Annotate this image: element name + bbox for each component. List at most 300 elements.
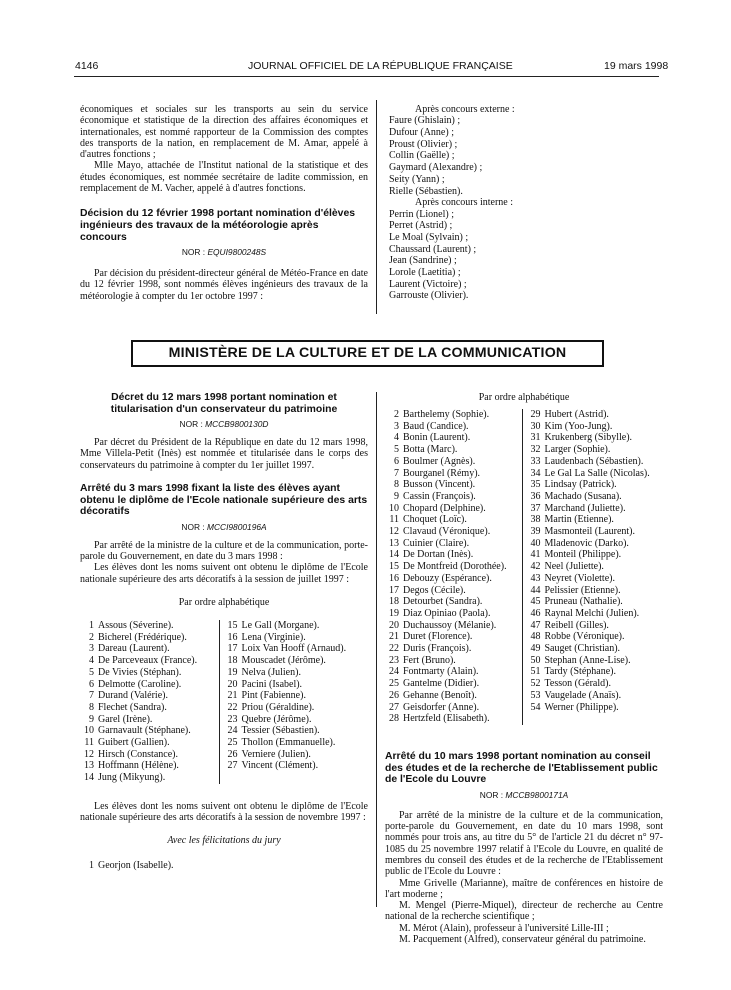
item-name: Quebre (Jérôme).	[241, 713, 312, 725]
item-name: Flechet (Sandra).	[98, 701, 167, 713]
item-name: Garel (Irène).	[98, 713, 153, 725]
item-name: Kim (Yoo-Jung).	[544, 420, 613, 432]
item-name: Guibert (Gallien).	[98, 737, 170, 749]
item-number: 27	[389, 701, 399, 713]
item-name: Clavaud (Véronique).	[403, 526, 491, 538]
item-number: 21	[389, 631, 399, 643]
item-number: 3	[394, 420, 399, 432]
item-number: 9	[89, 713, 94, 725]
item-number: 14	[389, 549, 399, 561]
item-number: 21	[227, 690, 238, 702]
list-item	[224, 749, 368, 761]
item-number: 36	[530, 490, 541, 502]
item-number: 6	[394, 455, 399, 467]
list-item: Perret (Astrid) ;	[389, 220, 453, 232]
internal-list	[389, 209, 659, 303]
nor-reference: NOR : MCCB9800130D	[179, 419, 269, 430]
list-item	[224, 655, 368, 667]
column-divider	[376, 100, 377, 314]
item-number: 28	[389, 713, 399, 725]
item-number: 25	[389, 678, 399, 690]
item-name: Vaugelade (Anaïs).	[544, 689, 622, 701]
list-item	[80, 725, 219, 737]
item-number: 45	[530, 596, 541, 608]
list-item	[526, 479, 663, 491]
list-item	[385, 631, 522, 643]
item-number: 22	[389, 643, 399, 655]
list-column	[80, 620, 219, 784]
item-name: Neyret (Violette).	[544, 572, 615, 584]
item-name: Delmotte (Caroline).	[98, 678, 182, 690]
paragraph: Mlle Mayo, attachée de l'Institut national de la statistique et des études économiques, est nommée secrétaire de ladite commission, en remplacement de M. Vacher, appelé à d'autres fonctions.	[80, 160, 368, 195]
item-number: 52	[530, 678, 541, 690]
item-number: 26	[389, 689, 399, 701]
item-name: Cassin (François).	[403, 490, 476, 502]
item-number: 22	[227, 701, 238, 713]
list-item	[80, 690, 219, 702]
item-name: Duchaussoy (Mélanie).	[403, 619, 497, 631]
list-item	[526, 421, 663, 433]
item-number: 35	[530, 479, 541, 491]
list-item	[80, 749, 219, 761]
list-item	[385, 655, 522, 667]
list-item	[526, 573, 663, 585]
item-number: 44	[530, 584, 541, 596]
list-item: Le Moal (Sylvain) ;	[389, 231, 469, 243]
list-item	[385, 409, 522, 421]
felicitations-list	[80, 860, 368, 872]
item-number: 54	[530, 701, 541, 713]
list-item: Rielle (Sébastien).	[389, 185, 463, 197]
decision-title: Décision du 12 février 1998 portant nomination d'élèves ingénieurs des travaux de la météorologie après concours	[80, 208, 356, 243]
list-item	[80, 620, 219, 632]
item-name: Robbe (Véronique).	[544, 631, 625, 643]
item-name: Martin (Etienne).	[544, 514, 614, 526]
item-number: 41	[530, 549, 541, 561]
item-number: 39	[530, 526, 541, 538]
order-heading: Par ordre alphabétique	[478, 392, 570, 403]
item-number: 50	[530, 654, 541, 666]
external-heading: Après concours externe :	[415, 104, 515, 115]
item-number: 47	[530, 619, 541, 631]
item-name: Lena (Virginie).	[241, 631, 306, 643]
item-number: 24	[227, 725, 238, 737]
item-name: Pint (Fabienne).	[241, 690, 306, 702]
paragraph: M. Mengel (Pierre-Miquel), directeur de recherche au Centre national de la recherche scientifique ;	[385, 900, 663, 923]
list-item	[385, 620, 522, 632]
item-number: 1	[89, 620, 94, 632]
item-name: Tardy (Stéphane).	[544, 666, 616, 678]
item-name: Nelva (Julien).	[241, 666, 301, 678]
item-number: 14	[84, 772, 94, 784]
item-name: Busson (Vincent).	[403, 479, 476, 491]
list-item	[385, 561, 522, 573]
item-name: Krukenberg (Sibylle).	[544, 432, 633, 444]
top-right-column	[389, 104, 659, 302]
list-item: Faure (Ghislain) ;	[389, 115, 461, 127]
item-number: 2	[394, 409, 399, 420]
lower-left-column	[80, 392, 368, 872]
list-item	[224, 620, 368, 632]
list-divider	[219, 620, 220, 784]
item-number: 2	[89, 631, 94, 643]
item-name: Baud (Candice).	[403, 420, 469, 432]
item-number: 53	[530, 689, 541, 701]
list-item: Lorole (Laetitia) ;	[389, 267, 461, 279]
list-item	[526, 561, 663, 573]
list-item	[80, 679, 219, 691]
nor-reference: NOR : MCCI9800196A	[181, 521, 267, 532]
list-item	[385, 678, 522, 690]
item-number: 5	[89, 666, 94, 678]
list-item	[224, 702, 368, 714]
list-item	[526, 468, 663, 480]
header-rule	[74, 76, 659, 77]
decret-title: Décret du 12 mars 1998 portant nomination et titularisation d'un conservateur du patrimoine	[110, 392, 338, 415]
list-item	[385, 479, 522, 491]
item-name: Priou (Géraldine).	[241, 701, 315, 713]
item-number: 40	[530, 537, 541, 549]
item-name: Fontmarty (Alain).	[403, 666, 479, 678]
list-item	[385, 549, 522, 561]
list-item	[385, 666, 522, 678]
item-name: Hubert (Astrid).	[544, 409, 609, 420]
list-item	[526, 678, 663, 690]
list-item	[526, 666, 663, 678]
item-number: 8	[394, 479, 399, 491]
list-item: Proust (Olivier) ;	[389, 138, 458, 150]
list-item	[385, 491, 522, 503]
arrete-title: Arrêté du 10 mars 1998 portant nomination au conseil des études et de la recherche de l'Etablissement public de l'Ecole du Louvre	[385, 750, 658, 786]
list-item: Garrouste (Olivier).	[389, 290, 469, 302]
item-name: Chopard (Delphine).	[403, 502, 486, 514]
item-name: Garnavault (Stéphane).	[98, 725, 191, 737]
item-name: Duret (Florence).	[403, 631, 473, 643]
item-number: 34	[530, 467, 541, 479]
item-name: Sauget (Christian).	[544, 643, 621, 655]
nor-reference: NOR : EQUI9800248S	[181, 247, 267, 258]
list-item	[526, 491, 663, 503]
diploma-list-july	[80, 620, 368, 784]
item-name: Le Gal La Salle (Nicolas).	[544, 467, 650, 479]
item-number: 15	[389, 561, 399, 573]
item-name: Lindsay (Patrick).	[544, 479, 617, 491]
item-name: Hoffmann (Hélène).	[98, 760, 179, 772]
decret-body: Par décret du Président de la République en date du 12 mars 1998, Mme Villela-Petit (Inès) est nommée et titularisée dans le corps des conservateurs du patrimoine à compter du 1er juillet 1997.	[80, 437, 368, 471]
item-name: Vincent (Clément).	[241, 760, 319, 772]
item-name: Stephan (Anne-Lise).	[544, 654, 631, 666]
item-number: 43	[530, 572, 541, 584]
list-item: Collin (Gaëlle) ;	[389, 150, 455, 162]
paragraph: Par arrêté de la ministre de la culture et de la communication, porte-parole du Gouvernement, en date du 3 mars 1998 :	[80, 539, 368, 563]
item-name: Raynal Melchi (Julien).	[544, 607, 640, 619]
list-item	[385, 514, 522, 526]
item-name: Fert (Bruno).	[403, 654, 456, 666]
item-name: Diaz Opiniao (Paola).	[403, 607, 491, 619]
lower-right-column	[385, 392, 663, 945]
item-name: Pruneau (Nathalie).	[544, 596, 623, 608]
item-name: Assous (Séverine).	[98, 620, 174, 632]
item-number: 6	[89, 678, 94, 690]
list-item	[80, 760, 219, 772]
item-name: Jung (Mikyung).	[98, 772, 166, 784]
item-number: 38	[530, 514, 541, 526]
paragraph: Mme Grivelle (Marianne), maître de conférences en histoire de l'art moderne ;	[385, 877, 663, 900]
item-name: Werner (Philippe).	[544, 701, 619, 713]
item-number: 7	[394, 467, 399, 479]
item-number: 25	[227, 737, 238, 749]
paragraph: Les élèves dont les noms suivent ont obtenu le diplôme de l'Ecole nationale supérieure des arts décoratifs à la session de juillet 1997 :	[80, 562, 368, 585]
item-number: 26	[227, 748, 238, 760]
item-name: Larger (Sophie).	[544, 444, 611, 456]
list-item	[526, 514, 663, 526]
list-item	[526, 702, 663, 714]
item-number: 15	[227, 620, 238, 632]
item-name: De Montfreid (Dorothée).	[403, 561, 507, 573]
list-item	[385, 444, 522, 456]
list-item	[224, 760, 368, 772]
item-name: Neel (Juliette).	[544, 561, 604, 573]
list-item	[80, 772, 219, 784]
list-item	[526, 503, 663, 515]
item-name: Bonin (Laurent).	[403, 432, 471, 444]
list-item	[385, 713, 522, 725]
item-name: Geisdorfer (Anne).	[403, 701, 480, 713]
top-left-column	[80, 104, 368, 302]
item-number: 18	[389, 596, 399, 608]
item-name: Le Gall (Morgane).	[241, 620, 320, 632]
list-item	[224, 667, 368, 679]
item-number: 9	[394, 490, 399, 502]
list-item	[526, 456, 663, 468]
item-name: De Parceveaux (France).	[98, 655, 198, 667]
item-name: Gantelme (Didier).	[403, 678, 480, 690]
list-item	[385, 643, 522, 655]
arrete-title: Arrêté du 3 mars 1998 fixant la liste des élèves ayant obtenu le diplôme de l'Ecole nationale supérieure des arts décoratifs	[80, 483, 368, 518]
item-number: 31	[530, 432, 541, 444]
item-number: 20	[227, 678, 238, 690]
item-number: 27	[227, 760, 238, 772]
order-heading: Par ordre alphabétique	[178, 597, 270, 609]
list-divider	[522, 409, 523, 725]
list-item	[385, 585, 522, 597]
item-name: Barthelemy (Sophie).	[403, 409, 490, 420]
list-item	[385, 538, 522, 550]
list-item	[224, 690, 368, 702]
item-number: 11	[389, 514, 399, 526]
item-number: 10	[389, 502, 399, 514]
list-item	[80, 632, 219, 644]
list-item	[80, 667, 219, 679]
item-name: Bicherel (Frédérique).	[98, 631, 187, 643]
item-number: 4	[89, 655, 94, 667]
item-number: 49	[530, 643, 541, 655]
item-number: 13	[84, 760, 94, 772]
item-number: 30	[530, 420, 541, 432]
nor-reference: NOR : MCCB9800171A	[479, 789, 569, 800]
item-name: Reibell (Gilles).	[544, 619, 609, 631]
item-number: 33	[530, 455, 541, 467]
list-item	[526, 620, 663, 632]
item-name: Hertzfeld (Elisabeth).	[403, 713, 490, 725]
list-item	[526, 655, 663, 667]
item-number: 3	[89, 643, 94, 655]
item-name: Laudenbach (Sébastien).	[544, 455, 644, 467]
item-name: Degos (Cécile).	[403, 584, 466, 596]
list-item	[526, 432, 663, 444]
list-item: Jean (Sandrine) ;	[389, 255, 457, 267]
item-name: De Vivies (Stéphan).	[98, 666, 182, 678]
decision-body: Par décision du président-directeur général de Météo-France en date du 12 février 1998, sont nommés élèves ingénieurs des travaux de la météorologie à compter du 1er octobre 1997 :	[80, 268, 368, 302]
list-item	[224, 679, 368, 691]
item-name: Tessier (Sébastien).	[241, 725, 320, 737]
item-name: Bourganel (Rémy).	[403, 467, 481, 479]
list-item	[80, 655, 219, 667]
item-number: 16	[227, 631, 238, 643]
item-number: 4	[394, 432, 399, 444]
item-name: Boulmer (Agnès).	[403, 455, 476, 467]
item-number: 42	[530, 561, 541, 573]
item-number: 23	[389, 654, 399, 666]
item-number: 37	[530, 502, 541, 514]
item-name: Hirsch (Constance).	[98, 748, 178, 760]
item-name: Durand (Valérie).	[98, 690, 168, 702]
journal-title: JOURNAL OFFICIEL DE LA RÉPUBLIQUE FRANÇAISE	[248, 60, 513, 72]
list-item	[385, 690, 522, 702]
list-item	[224, 725, 368, 737]
paragraph: M. Pacquement (Alfred), conservateur général du patrimoine.	[399, 934, 646, 946]
item-name: Thollon (Emmanuelle).	[241, 737, 336, 749]
item-number: 18	[227, 655, 238, 667]
item-name: Detourbet (Sandra).	[403, 596, 483, 608]
page-number: 4146	[75, 60, 99, 72]
list-item	[385, 432, 522, 444]
list-item	[385, 573, 522, 585]
item-number: 29	[530, 409, 541, 420]
felicitations-heading: Avec les félicitations du jury	[167, 835, 281, 847]
list-item	[80, 643, 219, 655]
list-item	[385, 468, 522, 480]
item-name: Marchand (Juliette).	[544, 502, 626, 514]
item-name: Duris (François).	[403, 643, 472, 655]
list-item	[385, 421, 522, 433]
list-item	[224, 632, 368, 644]
item-number: 20	[389, 619, 399, 631]
paragraph: Les élèves dont les noms suivent ont obtenu le diplôme de l'Ecole nationale supérieure des arts décoratifs à la session de novembre 1997 :	[80, 800, 368, 824]
item-name: Debouzy (Espérance).	[403, 572, 492, 584]
issue-date: 19 mars 1998	[604, 60, 669, 72]
item-name: De Dortan (Inès).	[403, 549, 474, 561]
list-item: Dufour (Anne) ;	[389, 127, 454, 138]
item-name: Verniere (Julien).	[241, 748, 311, 760]
list-item	[224, 643, 368, 655]
list-item	[224, 714, 368, 726]
list-item	[385, 526, 522, 538]
ministry-banner: MINISTÈRE DE LA CULTURE ET DE LA COMMUNICATION	[131, 340, 604, 367]
paragraph: M. Mérot (Alain), professeur à l'université Lille-III ;	[399, 922, 609, 934]
list-item	[80, 714, 219, 726]
list-item: Gaymard (Alexandre) ;	[389, 162, 483, 174]
item-number: 13	[389, 537, 399, 549]
list-column	[385, 409, 522, 725]
list-item: 1 Georjon (Isabelle).	[89, 860, 174, 872]
list-item	[526, 643, 663, 655]
item-number: 51	[530, 666, 541, 678]
list-item	[385, 456, 522, 468]
list-item	[526, 596, 663, 608]
column-divider	[376, 392, 377, 907]
list-item	[526, 631, 663, 643]
diploma-list-november	[385, 409, 663, 725]
list-item	[526, 409, 663, 421]
list-item	[526, 690, 663, 702]
item-name: Mladenovic (Darko).	[544, 537, 629, 549]
item-name: Pelissier (Etienne).	[544, 584, 621, 596]
item-name: Cuinier (Claire).	[403, 537, 470, 549]
item-number: 24	[389, 666, 399, 678]
list-item: Chaussard (Laurent) ;	[389, 243, 477, 255]
list-item: Laurent (Victoire) ;	[389, 278, 467, 290]
external-list	[389, 115, 659, 197]
item-name: Choquet (Loïc).	[403, 514, 467, 526]
list-item: Perrin (Lionel) ;	[389, 208, 454, 220]
list-item	[385, 702, 522, 714]
item-number: 16	[389, 572, 399, 584]
item-name: Masmonteil (Laurent).	[544, 526, 636, 538]
item-number: 19	[389, 607, 399, 619]
item-number: 46	[530, 607, 541, 619]
item-number: 8	[89, 701, 94, 713]
list-item	[526, 538, 663, 550]
item-number: 7	[89, 690, 94, 702]
list-item	[385, 503, 522, 515]
item-number: 17	[227, 643, 238, 655]
item-name: Gehanne (Benoît).	[403, 689, 477, 701]
list-item	[385, 596, 522, 608]
paragraph: économiques et sociales sur les transports au sein du service économique et statistique de la direction des affaires économiques et internationales, est nommé rapporteur de la Commission des comptes des transports de la nation, en remplacement de M. Amar, appelé à d'autres fonctions ;	[80, 104, 368, 161]
item-number: 19	[227, 666, 238, 678]
item-name: Machado (Susana).	[544, 490, 622, 502]
item-name: Mouscadet (Jérôme).	[241, 655, 326, 667]
list-item	[224, 737, 368, 749]
item-name: Monteil (Philippe).	[544, 549, 622, 561]
item-name: Tesson (Gérald).	[544, 678, 611, 690]
list-item: Seity (Yann) ;	[389, 173, 445, 185]
list-item	[526, 444, 663, 456]
list-column	[224, 620, 368, 784]
item-name: Loix Van Hooff (Arnaud).	[241, 643, 347, 655]
item-name: Pacini (Isabel).	[241, 678, 303, 690]
item-number: 12	[84, 748, 94, 760]
item-number: 12	[389, 526, 399, 538]
item-name: Botta (Marc).	[403, 444, 458, 456]
paragraph: Par arrêté de la ministre de la culture et de la communication, porte-parole du Gouvernement, en date du 10 mars 1998, sont nommés pour trois ans, au titre du 5° de l'article 21 du décret n° 97-1085 du 25 novembre 1997 relatif à l'Ecole du Louvre, en qualité de membres du conseil des études et de la recherche de l'Etablissement public de l'Ecole du Louvre :	[385, 809, 663, 878]
item-name: Dareau (Laurent).	[98, 643, 170, 655]
list-column	[526, 409, 663, 725]
item-number: 23	[227, 713, 238, 725]
list-item	[526, 549, 663, 561]
item-number: 11	[84, 737, 94, 749]
list-item	[526, 608, 663, 620]
item-number: 48	[530, 631, 541, 643]
list-item	[526, 585, 663, 597]
list-item	[385, 608, 522, 620]
internal-heading: Après concours interne :	[415, 197, 514, 209]
list-item	[526, 526, 663, 538]
list-item	[80, 702, 219, 714]
item-number: 5	[394, 444, 399, 456]
list-item	[80, 737, 219, 749]
